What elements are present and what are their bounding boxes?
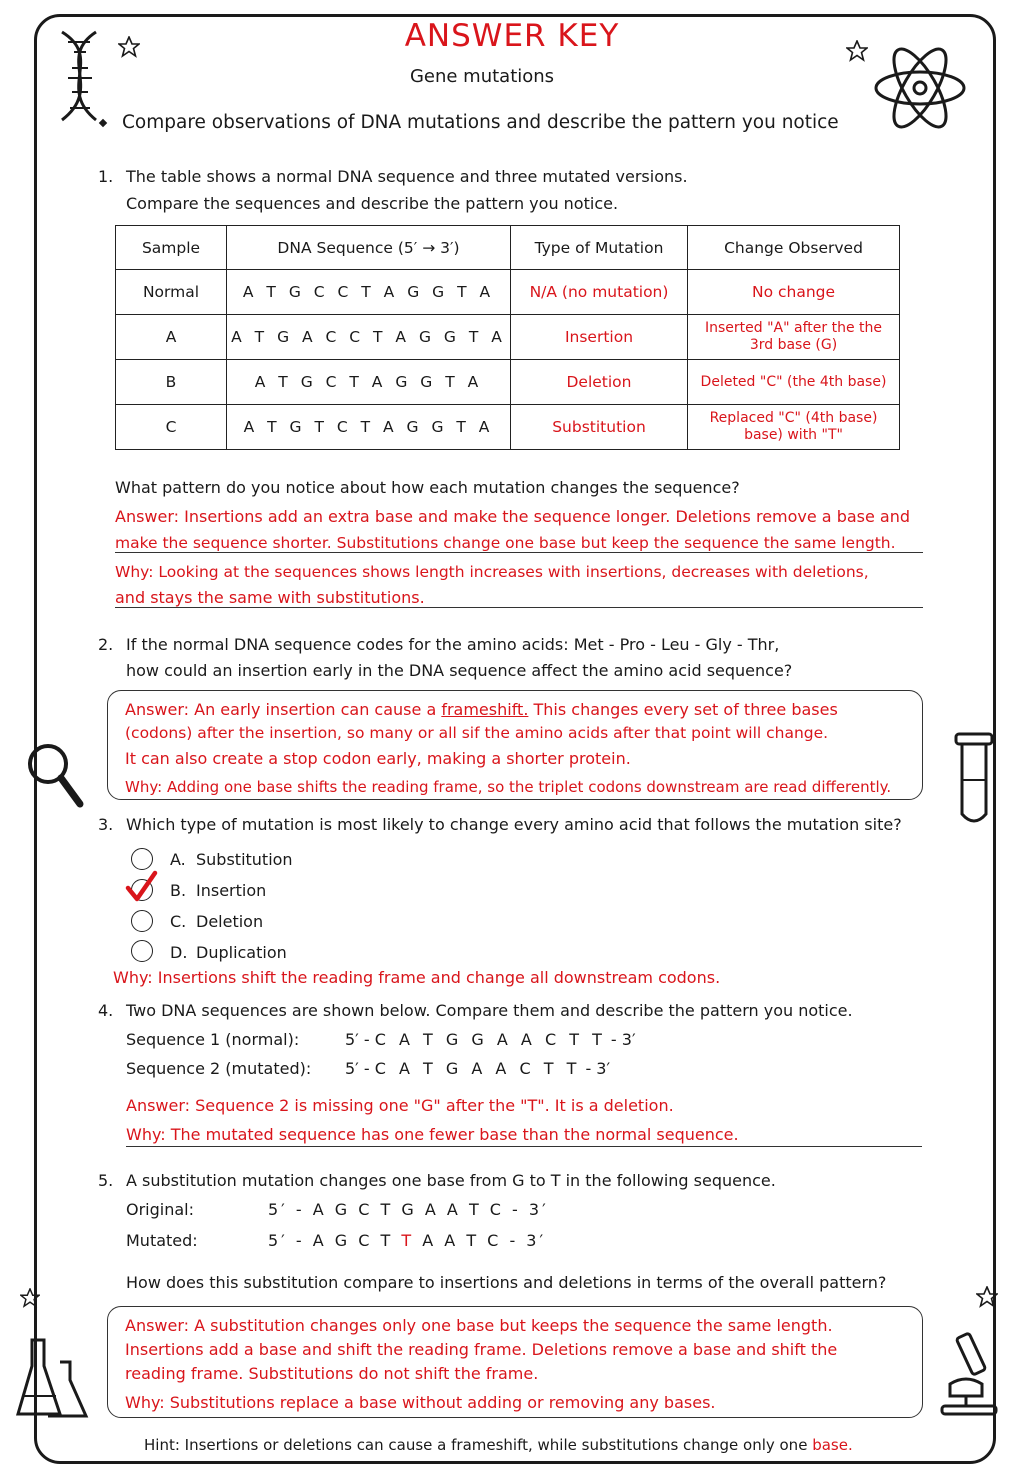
q1-why-line1: Why: Looking at the sequences shows length increases with insertions, decreases with deletions,: [115, 563, 869, 581]
row-sequence: A T G A C C T A G G T A: [227, 315, 511, 360]
row-sequence: A T G C C T A G G T A: [227, 270, 511, 315]
option-d-label[interactable]: Duplication: [196, 943, 287, 962]
atom-icon: [872, 40, 968, 136]
lead-instruction: Compare observations of DNA mutations and describe the pattern you notice: [100, 112, 839, 133]
table-row: [116, 315, 900, 360]
answer-underline: [115, 607, 923, 608]
bullet-icon: [99, 119, 107, 127]
q4-number: 4.: [98, 1001, 114, 1020]
header-sequence: DNA Sequence (5′ → 3′): [227, 226, 511, 270]
header-type: Type of Mutation: [511, 226, 688, 270]
header-change: Change Observed: [688, 226, 900, 270]
test-tube-icon: [950, 730, 998, 830]
table-row: [116, 360, 900, 405]
row-change: No change: [688, 270, 900, 315]
magnifier-icon: [24, 740, 88, 812]
q1-why-line2: and stays the same with substitutions.: [115, 588, 425, 607]
mutated-label: Mutated:: [126, 1231, 198, 1250]
q2-why: Why: Adding one base shifts the reading frame, so the triplet codons downstream are read differently.: [125, 778, 892, 796]
mutated-sequence: 5′ - A G C T T A A T C - 3′: [268, 1231, 547, 1250]
option-a-label[interactable]: Substitution: [196, 850, 293, 869]
option-d-letter: D.: [170, 943, 188, 962]
q1-answer-line1: Answer: Insertions add an extra base and make the sequence longer. Deletions remove a base and: [115, 507, 911, 526]
q4-answer: Answer: Sequence 2 is missing one "G" after the "T". It is a deletion.: [126, 1096, 674, 1115]
table-header-row: [116, 226, 900, 270]
q1-question: What pattern do you notice about how each mutation changes the sequence?: [115, 478, 740, 497]
row-sample: B: [116, 360, 227, 405]
q5-question: A substitution mutation changes one base from G to T in the following sequence.: [126, 1171, 776, 1190]
option-d-radio[interactable]: [131, 940, 153, 962]
header-sample: Sample: [116, 226, 227, 270]
option-b-label[interactable]: Insertion: [196, 881, 267, 900]
q4-question: Two DNA sequences are shown below. Compare them and describe the pattern you notice.: [126, 1001, 853, 1020]
q4-why: Why: The mutated sequence has one fewer base than the normal sequence.: [126, 1125, 739, 1144]
q5-answer-line2: Insertions add a base and shift the reading frame. Deletions remove a base and shift the: [125, 1340, 838, 1359]
table-row: [116, 405, 900, 450]
seq1-value: 5′ - C A T G G A A C T T - 3′: [345, 1030, 636, 1049]
q1-line1: The table shows a normal DNA sequence and three mutated versions.: [126, 167, 688, 186]
q1-answer-line2: make the sequence shorter. Substitutions change one base but keep the sequence the same length.: [115, 534, 896, 552]
q5-prompt: How does this substitution compare to insertions and deletions in terms of the overall pattern?: [126, 1273, 887, 1292]
row-change: Inserted "A" after the the 3rd base (G): [688, 315, 900, 360]
seq1-label: Sequence 1 (normal):: [126, 1030, 300, 1049]
microscope-icon: [936, 1330, 1002, 1420]
q3-number: 3.: [98, 815, 114, 834]
q5-answer-line1: Answer: A substitution changes only one base but keeps the sequence the same length.: [125, 1316, 833, 1335]
option-c-letter: C.: [170, 912, 187, 931]
original-sequence: 5′ - A G C T G A A T C - 3′: [268, 1200, 549, 1219]
star-icon: [976, 1286, 998, 1308]
option-b-letter: B.: [170, 881, 187, 900]
row-type: Insertion: [511, 315, 688, 360]
row-type: Substitution: [511, 405, 688, 450]
hint-highlight: base.: [812, 1436, 853, 1454]
row-sample: Normal: [116, 270, 227, 315]
checkmark-icon: [124, 870, 158, 904]
q2-number: 2.: [98, 635, 114, 654]
q2-answer-line2: (codons) after the insertion, so many or all sif the amino acids after that point will change.: [125, 724, 829, 742]
q2-answer-line1: Answer: An early insertion can cause a frameshift. This changes every set of three bases: [125, 700, 838, 719]
q2-line2: how could an insertion early in the DNA sequence affect the amino acid sequence?: [126, 661, 793, 680]
row-sequence: A T G C T A G G T A: [227, 360, 511, 405]
option-a-letter: A.: [170, 850, 186, 869]
q5-number: 5.: [98, 1171, 114, 1190]
frameshift-keyword: frameshift.: [441, 700, 529, 719]
row-sample: A: [116, 315, 227, 360]
row-sequence: A T G T C T A G G T A: [227, 405, 511, 450]
q5-why: Why: Substitutions replace a base without adding or removing any bases.: [125, 1393, 716, 1412]
q2-answer-line3: It can also create a stop codon early, making a shorter protein.: [125, 749, 631, 768]
option-c-radio[interactable]: [131, 910, 153, 932]
seq2-value: 5′ - C A T G A A C T T - 3′: [345, 1059, 611, 1078]
q5-answer-line3: reading frame. Substitutions do not shift the frame.: [125, 1364, 539, 1383]
table-row: [116, 270, 900, 315]
option-c-label[interactable]: Deletion: [196, 912, 264, 931]
q1-line2: Compare the sequences and describe the pattern you notice.: [126, 194, 619, 213]
row-change: Replaced "C" (4th base) base) with "T": [688, 405, 900, 450]
q3-question: Which type of mutation is most likely to change every amino acid that follows the mutation site?: [126, 815, 902, 834]
row-type: Deletion: [511, 360, 688, 405]
q1-number: 1.: [98, 167, 114, 186]
q3-why: Why: Insertions shift the reading frame and change all downstream codons.: [113, 968, 721, 987]
original-label: Original:: [126, 1200, 194, 1219]
answer-underline: [115, 552, 923, 553]
seq2-label: Sequence 2 (mutated):: [126, 1059, 312, 1078]
page-title: ANSWER KEY: [404, 18, 620, 54]
hint-text: Hint: Insertions or deletions can cause a frameshift, while substitutions change only one base.: [144, 1436, 853, 1454]
page-subtitle: Gene mutations: [409, 66, 555, 87]
row-sample: C: [116, 405, 227, 450]
star-icon: [20, 1288, 40, 1308]
option-a-radio[interactable]: [131, 848, 153, 870]
row-type: N/A (no mutation): [511, 270, 688, 315]
row-change: Deleted "C" (the 4th base): [688, 360, 900, 405]
changed-base: T: [401, 1231, 415, 1250]
q2-line1: If the normal DNA sequence codes for the amino acids: Met - Pro - Leu - Gly - Thr,: [126, 635, 780, 654]
flask-icon: [14, 1336, 92, 1422]
mutation-table: [115, 225, 900, 450]
answer-underline: [126, 1146, 922, 1147]
